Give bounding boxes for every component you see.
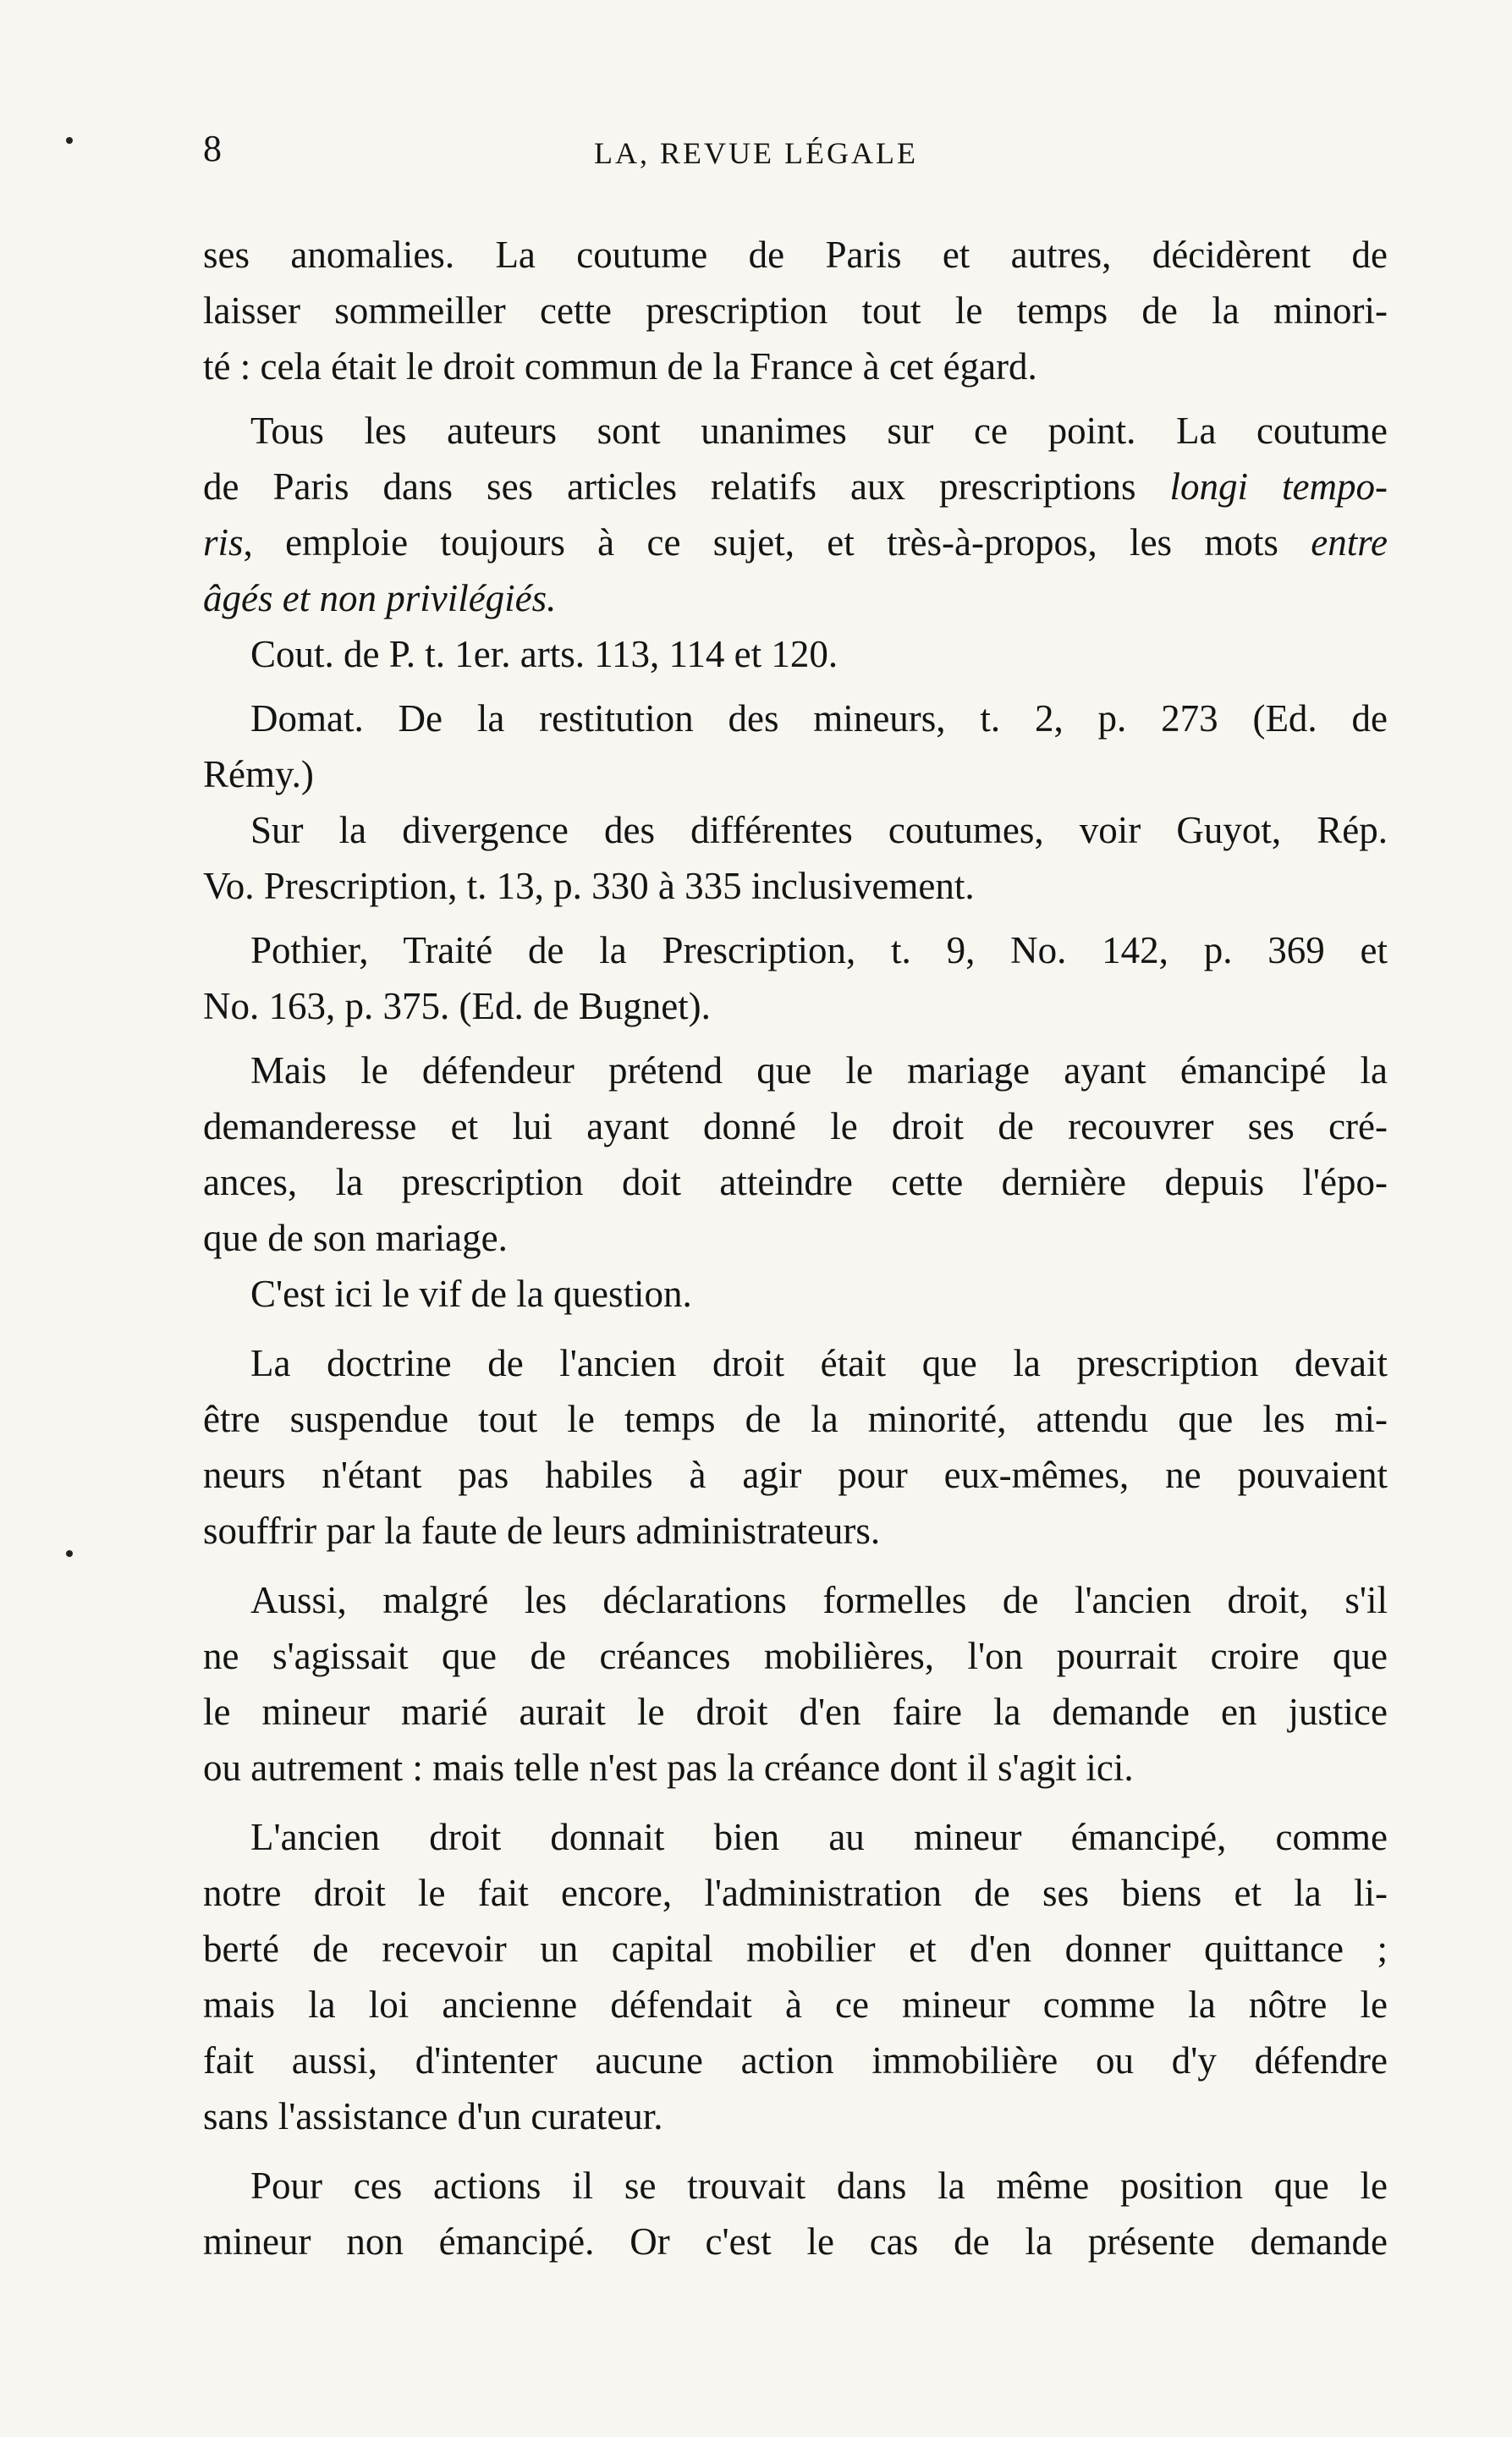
text-line: Cout. de P. t. 1er. arts. 113, 114 et 120. — [250, 633, 838, 675]
text-line: laisser sommeiller cette prescription tout le temps de la minori- — [203, 289, 1388, 332]
italic-segment: entre — [1311, 521, 1388, 564]
text-line: Tous les auteurs sont unanimes sur ce point. La coutume — [250, 410, 1388, 452]
text-line: Aussi, malgré les déclarations formelles de l'ancien droit, s'il — [250, 1579, 1388, 1621]
text-line: Sur la divergence des différentes coutumes, voir Guyot, Rép. — [250, 809, 1388, 851]
text-line: ses anomalies. La coutume de Paris et autres, décidèrent de — [203, 234, 1388, 276]
text-line: mineur non émancipé. Or c'est le cas de la présente demande — [203, 2220, 1388, 2263]
text-line: que de son mariage. — [203, 1217, 508, 1259]
text-line — [203, 570, 1388, 626]
text-segment: , emploie toujours à ce sujet, et très-à-propos, les mots — [243, 521, 1278, 564]
text-line: notre droit le fait encore, l'administration de ses biens et la li- — [203, 1872, 1388, 1914]
text-line: neurs n'étant pas habiles à agir pour eux-mêmes, ne pouvaient — [203, 1454, 1388, 1496]
text-line: té : cela était le droit commun de la France à cet égard. — [203, 345, 1037, 388]
text-segment: de Paris dans ses articles relatifs aux prescriptions — [203, 465, 1136, 508]
text-line: sans l'assistance d'un curateur. — [203, 2095, 663, 2137]
text-line: ne s'agissait que de créances mobilières, l'on pourrait croire que — [203, 1635, 1388, 1677]
text-line: L'ancien droit donnait bien au mineur émancipé, comme — [250, 1816, 1388, 1858]
text-line: souffrir par la faute de leurs administrateurs. — [203, 1510, 881, 1552]
text-line: Vo. Prescription, t. 13, p. 330 à 335 inclusivement. — [203, 865, 975, 907]
text-line: le mineur marié aurait le droit d'en faire la demande en justice — [203, 1691, 1388, 1733]
text-line: Domat. De la restitution des mineurs, t. 2, p. 273 (Ed. de — [250, 697, 1388, 740]
text-line: être suspendue tout le temps de la minorité, attendu que les mi- — [203, 1398, 1388, 1440]
body-text — [203, 227, 1388, 2269]
text-line: La doctrine de l'ancien droit était que la prescription devait — [250, 1342, 1388, 1384]
page-number: 8 — [203, 128, 222, 169]
italic-segment: âgés et non privilégiés. — [203, 577, 557, 619]
text-line: C'est ici le vif de la question. — [250, 1273, 692, 1315]
margin-mark — [66, 1550, 73, 1557]
text-line: No. 163, p. 375. (Ed. de Bugnet). — [203, 985, 711, 1027]
text-line: mais la loi ancienne défendait à ce mineur comme la nôtre le — [203, 1983, 1388, 2026]
italic-segment: longi tempo- — [1169, 465, 1388, 508]
italic-segment: ris — [203, 521, 244, 564]
text-line: Pour ces actions il se trouvait dans la même position que le — [250, 2165, 1388, 2207]
text-line — [203, 514, 1388, 570]
text-line: Mais le défendeur prétend que le mariage ayant émancipé la — [250, 1049, 1388, 1092]
text-line: ou autrement : mais telle n'est pas la créance dont il s'agit ici. — [203, 1747, 1134, 1789]
text-line: Rémy.) — [203, 753, 314, 795]
running-title: LA, REVUE LÉGALE — [594, 136, 918, 170]
text-line — [203, 459, 1388, 514]
text-line: fait aussi, d'intenter aucune action immobilière ou d'y défendre — [203, 2039, 1388, 2082]
text-line: berté de recevoir un capital mobilier et d'en donner quittance ; — [203, 1928, 1388, 1970]
text-line: demanderesse et lui ayant donné le droit de recouvrer ses cré- — [203, 1105, 1388, 1147]
text-line: Pothier, Traité de la Prescription, t. 9, No. 142, p. 369 et — [250, 929, 1388, 971]
text-line: ances, la prescription doit atteindre cette dernière depuis l'épo- — [203, 1161, 1388, 1203]
